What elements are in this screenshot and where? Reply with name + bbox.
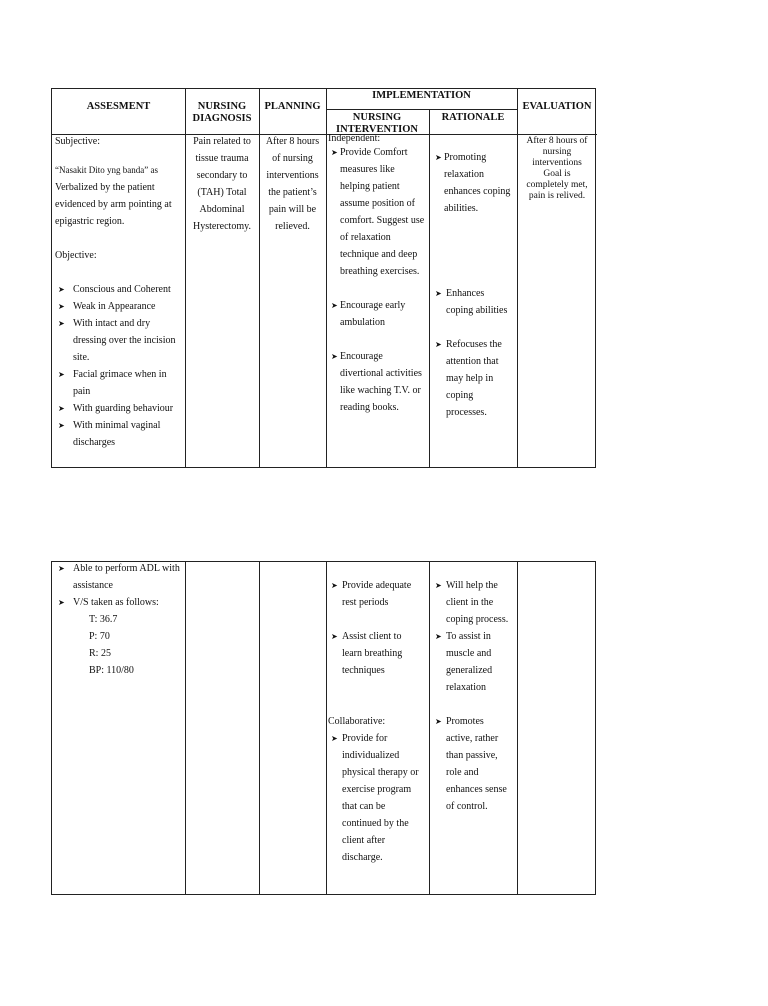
- rationale-text: ➤ Promoting: [444, 152, 487, 163]
- intervention-text: reading books.: [340, 402, 399, 413]
- objective-item-text: Weak in Appearance: [73, 301, 156, 312]
- intervention-text: ➤ Encourage early: [340, 300, 406, 311]
- intervention-text: breathing exercises.: [340, 266, 420, 277]
- rationale-text: ➤ To assist in: [446, 631, 491, 642]
- intervention-text: ➤ Provide adequate: [342, 580, 412, 591]
- evaluation-column: [517, 136, 597, 202]
- header-implementation: IMPLEMENTATION: [372, 90, 471, 101]
- rationale-text: of control.: [446, 801, 488, 812]
- header-rationale: RATIONALE: [441, 112, 505, 123]
- intervention-text: techniques: [342, 665, 385, 676]
- col-divider: [429, 562, 430, 894]
- diagnosis-line: Hysterectomy.: [193, 221, 251, 232]
- intervention-text: that can be: [342, 801, 386, 812]
- assessment-item: [55, 594, 185, 611]
- rationale-text: active, rather: [446, 733, 499, 744]
- assessment-item-text: ➤ Able to perform ADL with: [73, 563, 180, 574]
- rationale-text: may help in: [446, 373, 494, 384]
- intervention-text: physical therapy or: [342, 767, 419, 778]
- vital-sign: P: 70: [89, 631, 110, 642]
- evaluation-line: After 8 hours of: [526, 136, 588, 146]
- rationale-item: [432, 713, 517, 815]
- patient-quote: “Nasakit Dito yng banda” as: [55, 165, 158, 175]
- objective-item-text: ➤ With intact and dry: [73, 318, 151, 329]
- intervention-text: ➤ Provide for: [342, 733, 388, 744]
- col-divider: [326, 562, 327, 894]
- rationale-text: ➤ Enhances: [446, 288, 485, 299]
- planning-line: interventions: [266, 170, 319, 181]
- rationale-text: relaxation: [446, 682, 486, 693]
- assessment-item-text: V/S taken as follows:: [73, 597, 159, 608]
- care-plan-table-2: [51, 561, 596, 895]
- rationale-text: muscle and: [446, 648, 492, 659]
- objective-item: [55, 417, 185, 451]
- header-intervention: NURSING INTERVENTION: [336, 112, 418, 135]
- subjective-line: Verbalized by the patient: [55, 182, 155, 193]
- rationale-text: abilities.: [444, 203, 479, 214]
- col-divider: [429, 109, 430, 467]
- rationale-text: enhances sense: [446, 784, 507, 795]
- intervention-column: [328, 577, 428, 866]
- diagnosis-line: Abdominal: [199, 204, 245, 215]
- intervention-text: comfort. Suggest use: [340, 215, 425, 226]
- objective-item-text: site.: [73, 352, 90, 363]
- intervention-item: [328, 628, 428, 679]
- evaluation-line: completely met,: [526, 180, 588, 190]
- objective-item: [55, 298, 185, 315]
- rationale-text: ➤ Promotes: [446, 716, 484, 727]
- rationale-text: coping abilities: [446, 305, 508, 316]
- intervention-column: [328, 133, 428, 416]
- header-planning: PLANNING: [264, 101, 321, 112]
- col-divider: [185, 562, 186, 894]
- diagnosis-line: tissue trauma: [195, 153, 249, 164]
- rationale-text: processes.: [446, 407, 487, 418]
- objective-label: Objective:: [55, 250, 97, 261]
- vital-sign: T: 36.7: [89, 614, 118, 625]
- rationale-item: [432, 628, 517, 696]
- evaluation-line: Goal is: [543, 169, 571, 179]
- rationale-text: client in the: [446, 597, 494, 608]
- rationale-text: ➤ Refocuses the: [446, 339, 502, 350]
- diagnosis-line: secondary to: [196, 170, 248, 181]
- assessment-column: [55, 133, 185, 451]
- intervention-item: [328, 297, 428, 331]
- intervention-text: measures like: [340, 164, 395, 175]
- planning-line: of nursing: [272, 153, 313, 164]
- header-assessment: ASSESMENT: [86, 101, 151, 112]
- objective-item: [55, 281, 185, 298]
- intervention-text: continued by the: [342, 818, 409, 829]
- rationale-column: [432, 149, 517, 421]
- objective-item-text: discharges: [73, 437, 116, 448]
- diagnosis-line: (TAH) Total: [197, 187, 247, 198]
- objective-item-text: Conscious and Coherent: [73, 284, 171, 295]
- intervention-text: exercise program: [342, 784, 412, 795]
- objective-item-text: pain: [73, 386, 91, 397]
- collaborative-label: Collaborative:: [328, 716, 386, 727]
- intervention-item: [328, 348, 428, 416]
- intervention-text: ambulation: [340, 317, 385, 328]
- intervention-text: ➤ Assist client to: [342, 631, 402, 642]
- rationale-item: [432, 149, 517, 217]
- rationale-text: role and: [446, 767, 479, 778]
- objective-item-text: ➤ With minimal vaginal: [73, 420, 161, 431]
- care-plan-table-1: [51, 88, 596, 468]
- evaluation-line: pain is relived.: [528, 191, 586, 201]
- intervention-text: divertional activities: [340, 368, 422, 379]
- intervention-text: of relaxation: [340, 232, 391, 243]
- rationale-text: coping: [446, 390, 474, 401]
- planning-line: pain will be: [268, 204, 317, 215]
- intervention-text: assume position of: [340, 198, 415, 209]
- rationale-text: than passive,: [446, 750, 498, 761]
- objective-item-text: With guarding behaviour: [73, 403, 174, 414]
- intervention-text: individualized: [342, 750, 400, 761]
- intervention-item: [328, 144, 428, 280]
- objective-item: [55, 315, 185, 366]
- rationale-text: attention that: [446, 356, 499, 367]
- rationale-item: [432, 336, 517, 421]
- intervention-text: discharge.: [342, 852, 383, 863]
- intervention-item: [328, 577, 428, 611]
- col-divider: [517, 562, 518, 894]
- rationale-column: [432, 577, 517, 815]
- col-divider: [326, 89, 327, 467]
- evaluation-line: nursing: [542, 147, 572, 157]
- independent-label: Independent:: [328, 133, 381, 144]
- subjective-line: evidenced by arm pointing at: [55, 199, 172, 210]
- planning-line: relieved.: [275, 221, 310, 232]
- rationale-text: relaxation: [444, 169, 484, 180]
- evaluation-line: interventions: [532, 158, 582, 168]
- rationale-item: [432, 285, 517, 319]
- planning-line: the patient’s: [268, 187, 317, 198]
- objective-item: [55, 366, 185, 400]
- intervention-text: ➤ Provide Comfort: [340, 147, 408, 158]
- intervention-text: learn breathing: [342, 648, 403, 659]
- rationale-text: generalized: [446, 665, 493, 676]
- evaluation-header-divider: [517, 134, 597, 135]
- intervention-text: ➤ Encourage: [340, 351, 383, 362]
- intervention-item: [328, 730, 428, 866]
- intervention-text: technique and deep: [340, 249, 418, 260]
- vital-sign: R: 25: [89, 648, 111, 659]
- subjective-line: epigastric region.: [55, 216, 125, 227]
- assessment-column: [55, 560, 185, 679]
- objective-item-text: ➤ Facial grimace when in: [73, 369, 167, 380]
- assessment-item-text: assistance: [73, 580, 113, 591]
- col-divider: [259, 562, 260, 894]
- rationale-text: enhances coping: [444, 186, 511, 197]
- vital-sign: BP: 110/80: [89, 665, 134, 676]
- implementation-divider: [326, 109, 517, 110]
- diagnosis-column: [185, 133, 259, 235]
- subjective-label: Subjective:: [55, 136, 100, 147]
- intervention-text: rest periods: [342, 597, 389, 608]
- objective-item-text: dressing over the incision: [73, 335, 176, 346]
- rationale-item: [432, 577, 517, 628]
- planning-line: After 8 hours: [265, 136, 320, 147]
- assessment-item: [55, 560, 185, 594]
- diagnosis-line: Pain related to: [193, 136, 251, 147]
- intervention-text: like waching T.V. or: [340, 385, 421, 396]
- objective-item: [55, 400, 185, 417]
- intervention-text: client after: [342, 835, 386, 846]
- intervention-text: helping patient: [340, 181, 400, 192]
- header-evaluation: EVALUATION: [522, 101, 592, 112]
- planning-column: [259, 133, 326, 235]
- header-diagnosis: NURSING DIAGNOSIS: [192, 101, 252, 124]
- rationale-text: coping process.: [446, 614, 509, 625]
- rationale-text: ➤ Will help the: [446, 580, 498, 591]
